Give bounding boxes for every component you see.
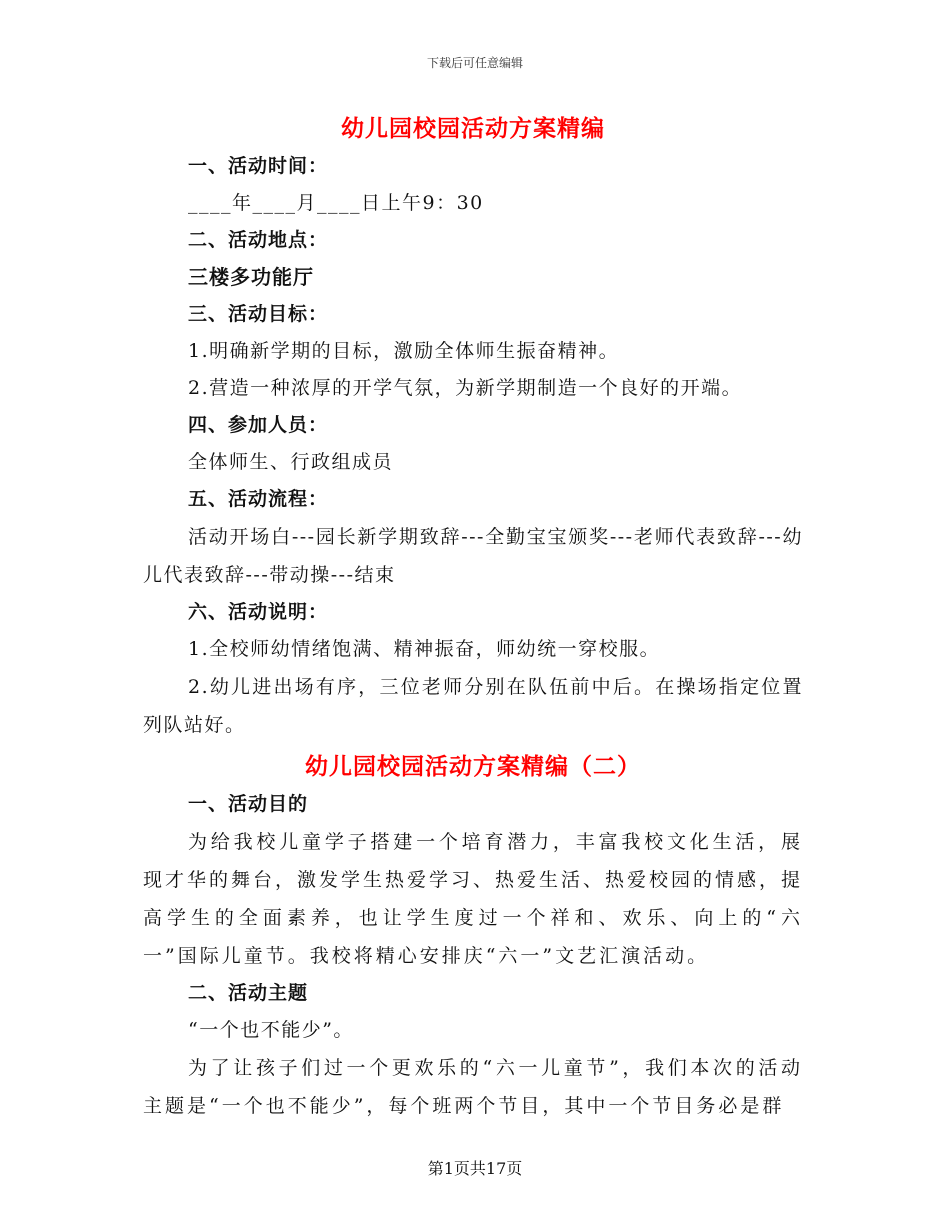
section-text-location: 三楼多功能厅 (188, 265, 314, 289)
section-text-process: 活动开场白---园长新学期致辞---全勤宝宝颁奖---老师代表致辞---幼儿代表致辞---带动操---结束 (143, 526, 803, 586)
goal-item-2: 2.营造一种浓厚的开学气氛，为新学期制造一个良好的开端。 (188, 377, 743, 399)
goal-item-1: 1.明确新学期的目标，激励全体师生振奋精神。 (188, 340, 620, 362)
section-heading-location: 二、活动地点： (188, 229, 329, 251)
section-text-participants: 全体师生、行政组成员 (188, 451, 394, 473)
doc-title-2: 幼儿园校园活动方案精编（二） (305, 753, 641, 780)
section-heading-theme: 二、活动主题 (188, 982, 309, 1004)
section-text-theme: “一个也不能少”。 (188, 1019, 354, 1041)
page-footer: 第1页共17页 (427, 1159, 523, 1178)
note-item-1: 1.全校师幼情绪饱满、精神振奋，师幼统一穿校服。 (188, 638, 661, 660)
section-text-time: ____年____月____日上午9：30 (188, 192, 484, 214)
section-heading-time: 一、活动时间： (188, 155, 329, 177)
section-heading-purpose: 一、活动目的 (188, 793, 309, 815)
section-heading-process: 五、活动流程： (188, 488, 329, 510)
section-text-theme-detail: 为了让孩子们过一个更欢乐的“六一儿童节”，我们本次的活动主题是“一个也不能少”，每个班两个节目，其中一个节目务必是群 (143, 1057, 803, 1117)
section-heading-notes: 六、活动说明： (188, 601, 329, 623)
header-note: 下载后可任意编辑 (426, 56, 523, 70)
doc-title: 幼儿园校园活动方案精编 (341, 115, 605, 142)
section-text-purpose: 为给我校儿童学子搭建一个培育潜力，丰富我校文化生活，展现才华的舞台，激发学生热爱学习、热爱生活、热爱校园的情感，提高学生的全面素养，也让学生度过一个祥和、欢乐、向上的“六一”国际儿童节。我校将精心安排庆“六一”文艺汇演活动。 (143, 831, 804, 967)
document-body (143, 110, 803, 1125)
note-item-2: 2.幼儿进出场有序，三位老师分别在队伍前中后。在操场指定位置列队站好。 (143, 676, 803, 736)
section-heading-goals: 三、活动目标： (188, 303, 329, 325)
section-heading-participants: 四、参加人员： (188, 414, 329, 436)
